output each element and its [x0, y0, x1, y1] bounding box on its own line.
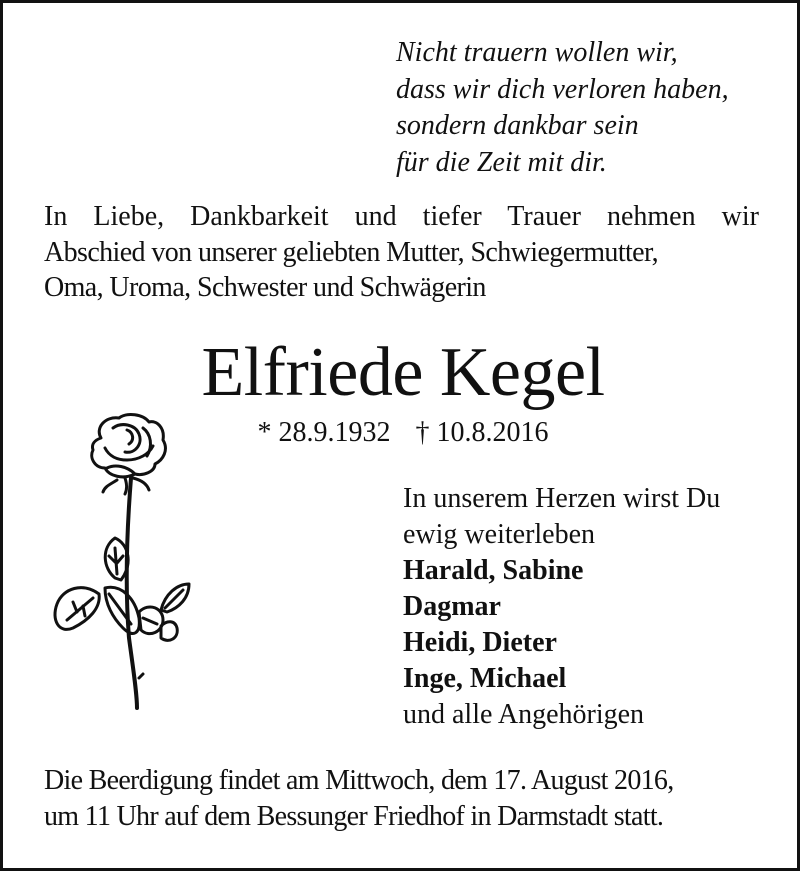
deceased-name: Elfriede Kegel	[201, 334, 605, 411]
mourner-names: Dagmar	[403, 591, 501, 622]
birth-date: * 28.9.1932	[257, 417, 391, 448]
family-line: ewig weiterleben	[403, 519, 596, 550]
intro-text	[44, 199, 759, 306]
intro-line: Abschied von unserer geliebten Mutter, Schwiegermutter,	[44, 236, 659, 268]
mourner-names: Heidi, Dieter	[403, 627, 557, 658]
funeral-details	[44, 763, 759, 835]
poem-line: sondern dankbar sein	[396, 110, 639, 141]
family-closing: und alle Angehörigen	[403, 699, 645, 730]
mourners	[403, 481, 720, 733]
mourner-names: Inge, Michael	[403, 663, 567, 694]
poem-line: dass wir dich verloren haben,	[396, 73, 729, 105]
poem-line: für die Zeit mit dir.	[396, 146, 607, 178]
funeral-line: Die Beerdigung findet am Mittwoch, dem 17. August 2016,	[44, 765, 674, 796]
poem	[396, 35, 729, 181]
mourner-names: Harald, Sabine	[403, 555, 584, 586]
intro-line: In Liebe, Dankbarkeit und tiefer Trauer nehmen wir	[44, 201, 759, 232]
family-line: In unserem Herzen wirst Du	[403, 483, 721, 514]
death-date: † 10.8.2016	[415, 417, 549, 448]
rose-icon	[43, 398, 203, 718]
poem-line: Nicht trauern wollen wir,	[396, 37, 678, 68]
intro-line: Oma, Uroma, Schwester und Schwägerin	[44, 272, 486, 303]
funeral-line: um 11 Uhr auf dem Bessunger Friedhof in Darmstadt statt.	[44, 801, 664, 832]
